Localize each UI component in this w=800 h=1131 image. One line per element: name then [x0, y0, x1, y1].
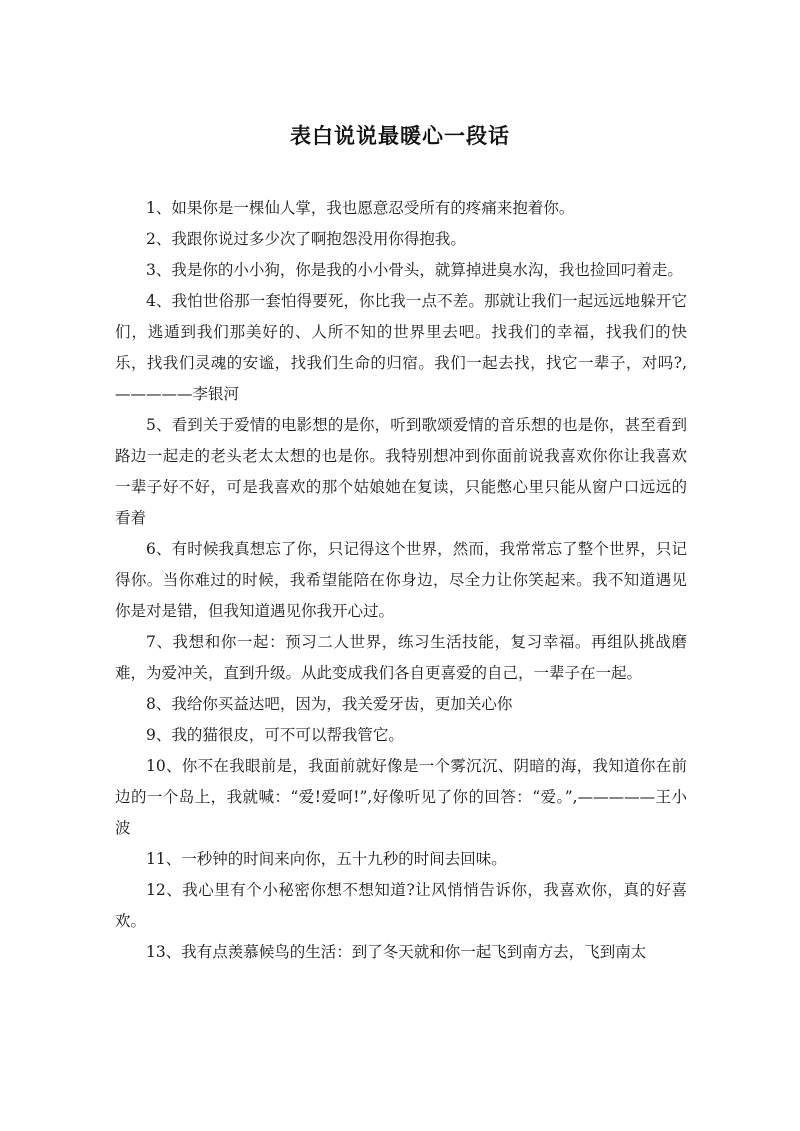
paragraph-11: 11、一秒钟的时间来向你，五十九秒的时间去回味。 — [146, 850, 507, 868]
paragraph-7: 7、我想和你一起：预习二人世界，练习生活技能，复习幸福。再组队挑战磨难，为爱冲关，直到升级。从此变成我们各自更喜爱的自己，一辈子在一起。 — [115, 633, 687, 682]
document-body — [115, 193, 687, 968]
paragraph-10: 10、你不在我眼前是，我面前就好像是一个雾沉沉、阴暗的海，我知道你在前边的一个岛上，我就喊：“爱!爱呵!”,好像听见了你的回答：“爱。”,—————王小波 — [115, 757, 687, 837]
paragraph-3: 3、我是你的小小狗，你是我的小小骨头，就算掉进臭水沟，我也捡回叼着走。 — [146, 261, 683, 279]
paragraph-12: 12、我心里有个小秘密你想不想知道?让风悄悄告诉你，我喜欢你，真的好喜欢。 — [115, 881, 687, 930]
paragraph-13: 13、我有点羡慕候鸟的生活：到了冬天就和你一起飞到南方去，飞到南太 — [146, 943, 647, 961]
paragraph-6: 6、有时候我真想忘了你，只记得这个世界，然而，我常常忘了整个世界，只记得你。当你难过的时候，我希望能陪在你身边，尽全力让你笑起来。我不知道遇见你是对是错，但我知道遇见你我开心过。 — [115, 540, 687, 620]
page-title: 表白说说最暖心一段话 — [290, 124, 510, 148]
paragraph-2: 2、我跟你说过多少次了啊抱怨没用你得抱我。 — [146, 230, 466, 248]
paragraph-1: 1、如果你是一棵仙人掌，我也愿意忍受所有的疼痛来抱着你。 — [146, 199, 575, 217]
paragraph-4: 4、我怕世俗那一套怕得要死，你比我一点不差。那就让我们一起远远地躲开它们，逃遁到我们那美好的、人所不知的世界里去吧。找我们的幸福，找我们的快乐，找我们灵魂的安谧，找我们生命的归宿。我们一起去找，找它一辈子，对吗?,—————李银河 — [115, 292, 687, 403]
paragraph-9: 9、我的猫很皮，可不可以帮我管它。 — [146, 726, 404, 744]
paragraph-8: 8、我给你买益达吧，因为，我关爱牙齿，更加关心你 — [146, 695, 513, 713]
paragraph-5: 5、看到关于爱情的电影想的是你，听到歌颂爱情的音乐想的也是你，甚至看到路边一起走的老头老太太想的也是你。我特别想冲到你面前说我喜欢你你让我喜欢一辈子好不好，可是我喜欢的那个姑娘她在复读，只能憋心里只能从窗户口远远的看着 — [115, 416, 687, 527]
